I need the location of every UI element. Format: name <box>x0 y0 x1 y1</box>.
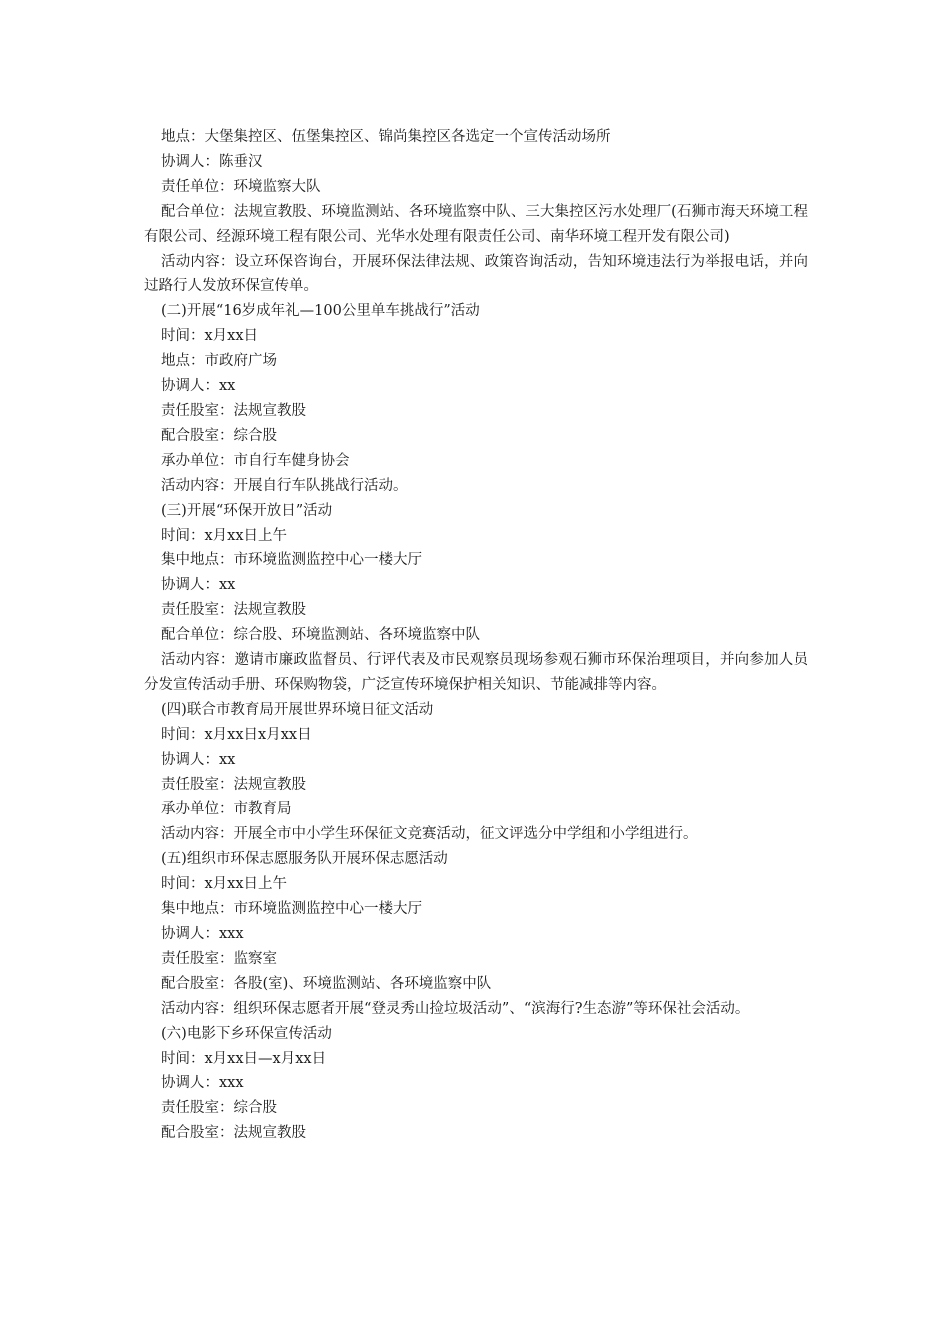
paragraph-time: 时间：x月xx日 <box>161 328 259 345</box>
paragraph-time: 时间：x月xx日x月xx日 <box>161 726 312 743</box>
paragraph-cooperating-units: 配合单位：法规宣教股、环境监测站、各环境监察中队、三大集控区污水处理厂(石狮市海天环境工程有限公司、经源环境工程有限公司、光华水处理有限责任公司、南华环境工程开发有限公司) <box>144 203 808 245</box>
paragraph-responsible-unit: 责任单位：环境监察大队 <box>161 178 321 195</box>
paragraph-time: 时间：x月xx日上午 <box>161 876 288 893</box>
paragraph-time: 时间：x月xx日上午 <box>161 527 288 544</box>
paragraph-responsible-office: 责任股室：法规宣教股 <box>161 776 306 793</box>
paragraph-organizer: 承办单位：市教育局 <box>161 801 292 818</box>
paragraph-responsible-office: 责任股室：监察室 <box>161 950 277 967</box>
section-heading-2: (二)开展“16岁成年礼—100公里单车挑战行”活动 <box>161 303 480 320</box>
section-heading-6: (六)电影下乡环保宣传活动 <box>161 1025 332 1042</box>
paragraph-time: 时间：x月xx日—x月xx日 <box>161 1050 327 1067</box>
paragraph-coordinator: 协调人：陈垂汉 <box>161 153 263 170</box>
section-heading-3: (三)开展“环保开放日”活动 <box>161 502 333 519</box>
paragraph-activity-content: 活动内容：邀请市廉政监督员、行评代表及市民观察员现场参观石狮市环保治理项目，并向参加人员分发宣传活动手册、环保购物袋，广泛宣传环境保护相关知识、节能减排等内容。 <box>144 652 808 693</box>
section-heading-5: (五)组织市环保志愿服务队开展环保志愿活动 <box>161 851 448 868</box>
paragraph-organizer: 承办单位：市自行车健身协会 <box>161 452 350 469</box>
paragraph-responsible-office: 责任股室：法规宣教股 <box>161 602 306 619</box>
paragraph-activity-content: 活动内容：设立环保咨询台，开展环保法律法规、政策咨询活动，告知环境违法行为举报电话，并向过路行人发放环保宣传单。 <box>144 253 808 295</box>
paragraph-activity-content: 活动内容：组织环保志愿者开展“登灵秀山捡垃圾活动”、“滨海行?生态游”等环保社会活动。 <box>161 1000 750 1017</box>
paragraph-location: 地点：市政府广场 <box>161 353 277 370</box>
paragraph-cooperating-office: 配合股室：综合股 <box>161 427 277 444</box>
paragraph-coordinator: 协调人：xxx <box>161 926 244 942</box>
paragraph-activity-content: 活动内容：开展全市中小学生环保征文竞赛活动，征文评选分中学组和小学组进行。 <box>161 826 698 843</box>
paragraph-gathering-location: 集中地点：市环境监测监控中心一楼大厅 <box>161 901 422 918</box>
paragraph-activity-content: 活动内容：开展自行车队挑战行活动。 <box>161 477 408 494</box>
document-body <box>144 125 808 1146</box>
paragraph-cooperating-units: 配合单位：综合股、环境监测站、各环境监察中队 <box>161 627 480 644</box>
paragraph-cooperating-office: 配合股室：法规宣教股 <box>161 1125 306 1142</box>
paragraph-gathering-location: 集中地点：市环境监测监控中心一楼大厅 <box>161 552 422 569</box>
paragraph-coordinator: 协调人：xx <box>161 751 236 768</box>
section-heading-4: (四)联合市教育局开展世界环境日征文活动 <box>161 701 434 718</box>
paragraph-coordinator: 协调人：xx <box>161 577 236 594</box>
paragraph-coordinator: 协调人：xx <box>161 378 236 395</box>
paragraph-coordinator: 协调人：xxx <box>161 1075 244 1092</box>
paragraph-location: 地点：大堡集控区、伍堡集控区、锦尚集控区各选定一个宣传活动场所 <box>161 129 611 145</box>
paragraph-responsible-office: 责任股室：综合股 <box>161 1100 277 1117</box>
paragraph-cooperating-office: 配合股室：各股(室)、环境监测站、各环境监察中队 <box>161 975 492 992</box>
paragraph-responsible-office: 责任股室：法规宣教股 <box>161 402 306 419</box>
